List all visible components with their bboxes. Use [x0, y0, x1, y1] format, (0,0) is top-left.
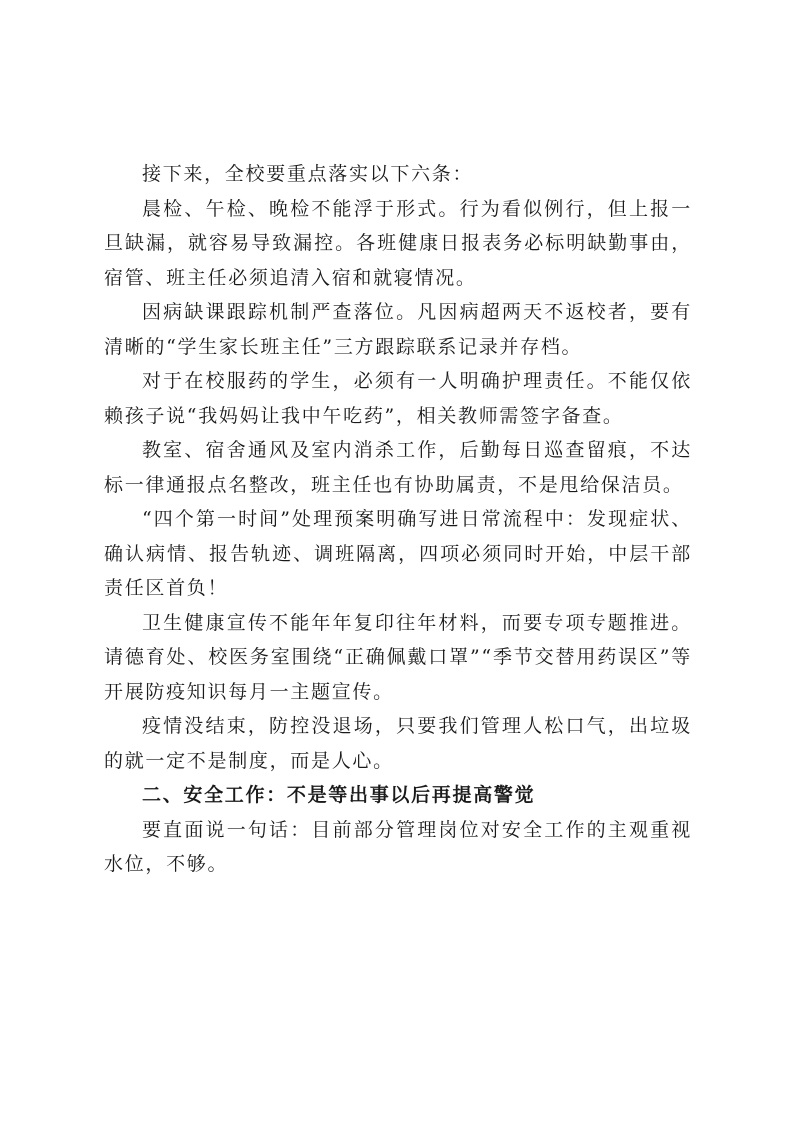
document-body	[104, 157, 692, 882]
paragraph-first-response: “四个第一时间”处理预案明确写进日常流程中：发现症状、确认病情、报告轨迹、调班隔离，四项必须同时开始，中层干部责任区首负！	[104, 508, 692, 599]
paragraph-ventilation: 教室、宿舍通风及室内消杀工作，后勤每日巡查留痕，不达标一律通报点名整改，班主任也有协助属责，不是甩给保洁员。	[104, 439, 692, 496]
paragraph-medication: 对于在校服药的学生，必须有一人明确护理责任。不能仅依赖孩子说“我妈妈让我中午吃药”，相关教师需签字备查。	[104, 370, 692, 427]
paragraph-conclusion: 疫情没结束，防控没退场，只要我们管理人松口气，出垃圾的就一定不是制度，而是人心。	[104, 715, 692, 772]
paragraph-intro: 接下来，全校要重点落实以下六条：	[142, 163, 474, 185]
paragraph-safety-intro: 要直面说一句话：目前部分管理岗位对安全工作的主观重视水位，不够。	[104, 818, 692, 875]
paragraph-morning-check: 晨检、午检、晚检不能浮于形式。行为看似例行，但上报一旦缺漏，就容易导致漏控。各班健康日报表务必标明缺勤事由，宿管、班主任必须追清入宿和就寝情况。	[104, 197, 692, 289]
paragraph-health-promotion: 卫生健康宣传不能年年复印往年材料，而要专项专题推进。请德育处、校医务室围绕“正确佩戴口罩”“季节交替用药误区”等开展防疫知识每月一主题宣传。	[104, 611, 692, 703]
section-heading: 二、安全工作：不是等出事以后再提高警觉	[142, 784, 536, 806]
paragraph-absence-tracking: 因病缺课跟踪机制严查落位。凡因病超两天不返校者，要有清晰的“学生家长班主任”三方跟踪联系记录并存档。	[104, 301, 692, 358]
